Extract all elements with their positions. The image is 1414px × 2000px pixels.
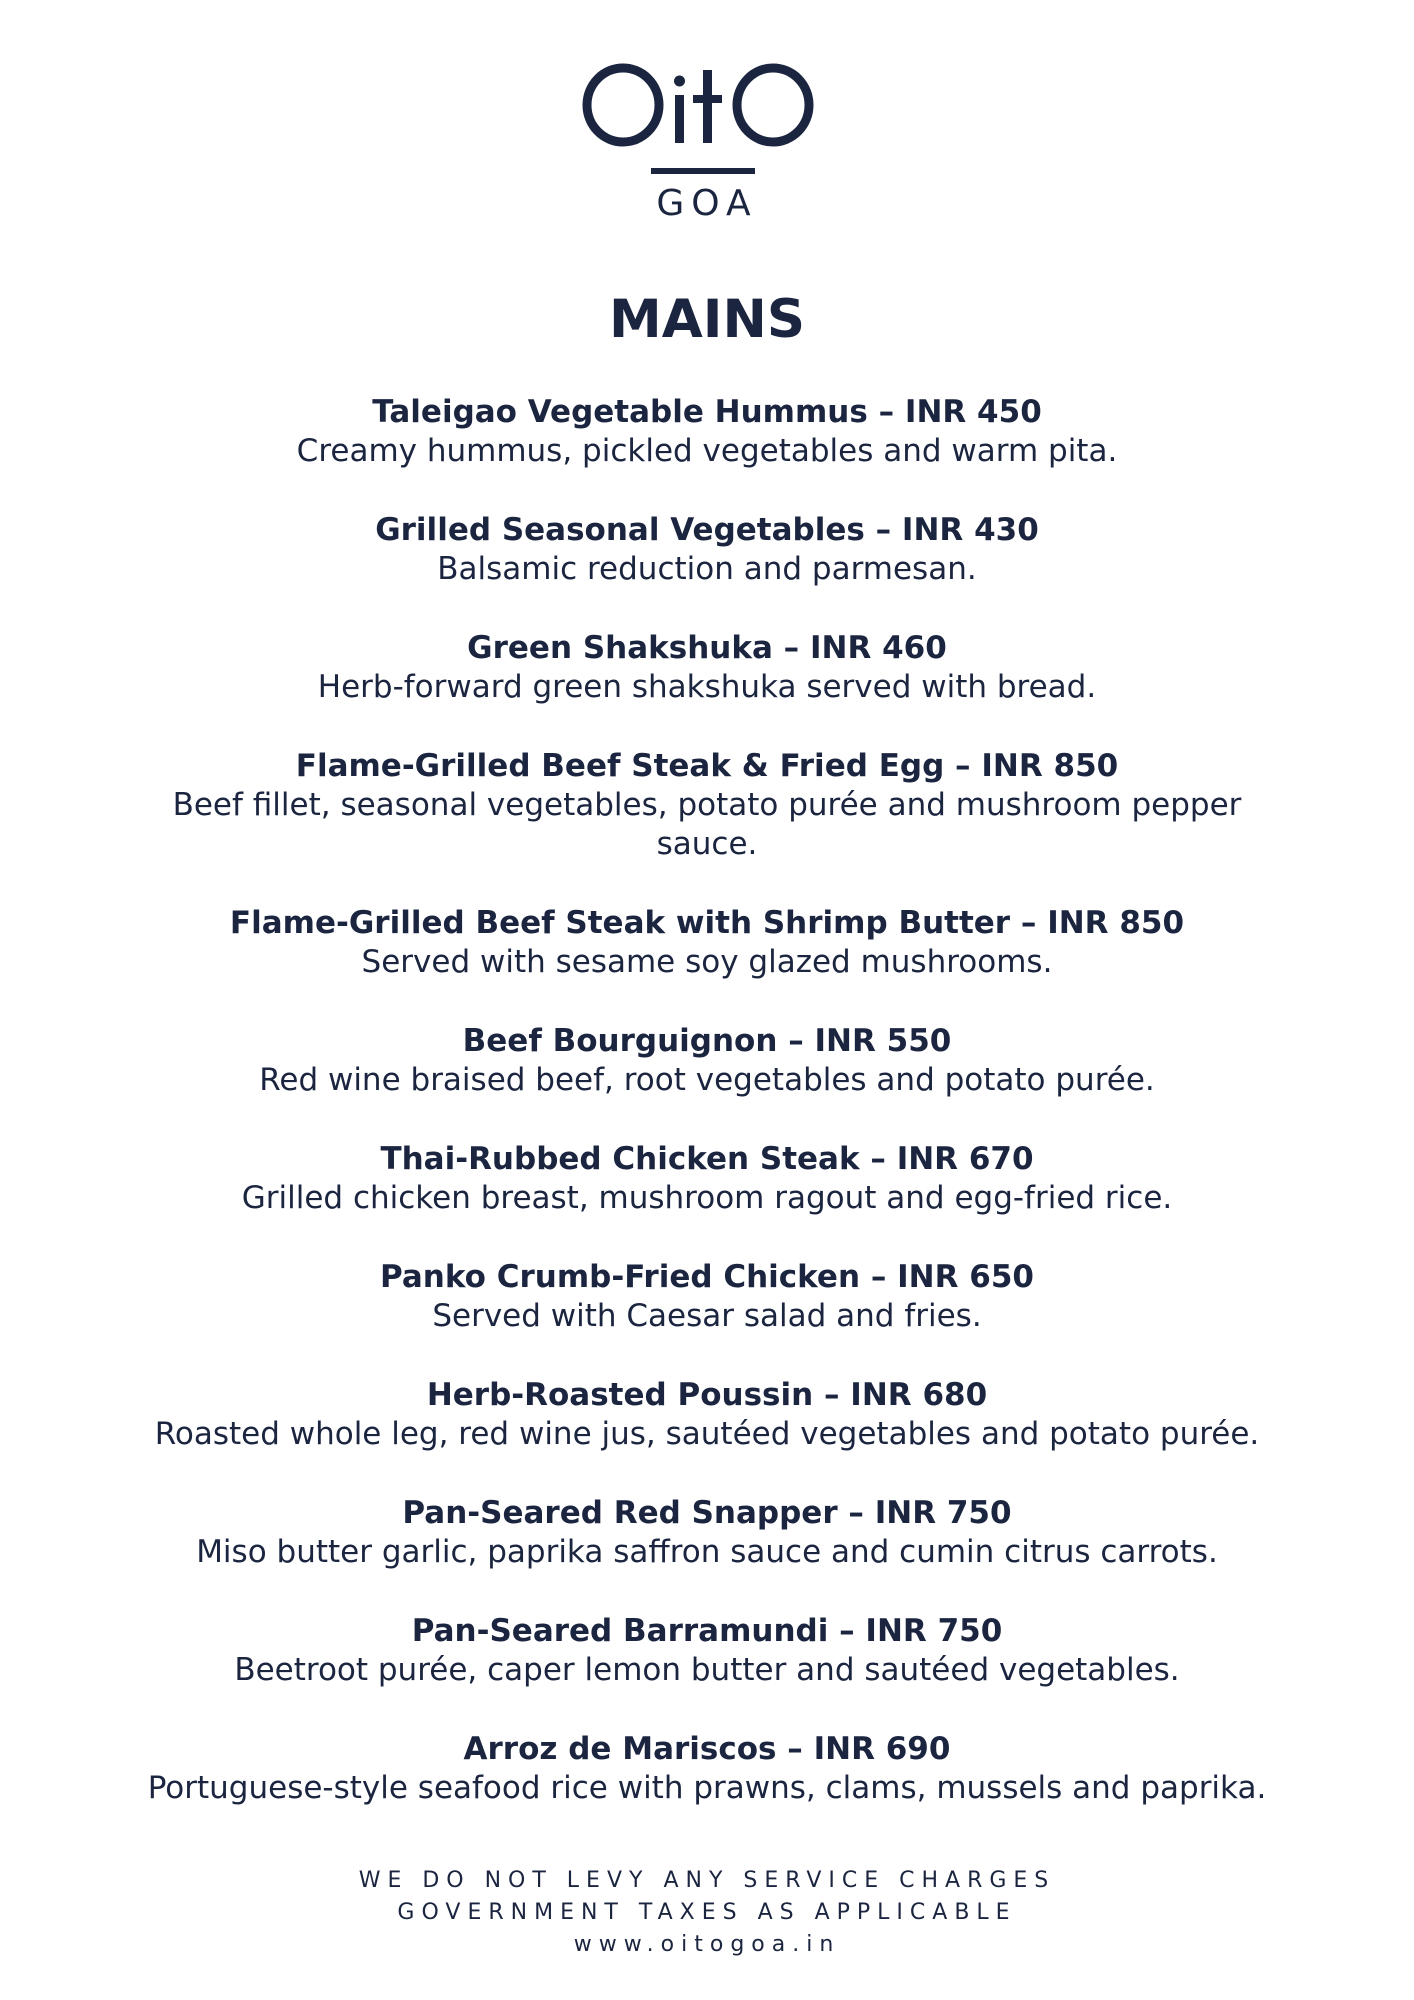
menu-item [120,746,1294,864]
brand-logo [0,55,1414,235]
menu-item-separator: – [1010,905,1048,941]
menu-item-price: INR 850 [981,748,1119,784]
menu-item-price: INR 850 [1047,905,1185,941]
menu-item-heading [120,628,1294,668]
menu-item-name: Panko Crumb-Fried Chicken [380,1259,861,1295]
menu-list [120,392,1294,1847]
menu-item-description: Portuguese-style seafood rice with prawns, clams, mussels and paprika. [147,1770,1267,1806]
menu-item-price: INR 460 [809,630,947,666]
footer-tax-note: GOVERNMENT TAXES AS APPLICABLE [397,1900,1017,1925]
menu-item-description: Served with Caesar salad and fries. [432,1298,982,1334]
menu-item-price: INR 450 [904,394,1042,430]
menu-item-description: Beef fillet, seasonal vegetables, potato purée and mushroom pepper sauce. [172,787,1242,862]
menu-item [120,1021,1294,1100]
menu-item-name: Thai-Rubbed Chicken Steak [380,1141,860,1177]
menu-item-name: Herb-Roasted Poussin [426,1377,814,1413]
menu-item-heading [120,510,1294,550]
menu-item-heading [120,746,1294,786]
menu-item-description: Herb-forward green shakshuka served with bread. [317,669,1097,705]
menu-item-name: Pan-Seared Red Snapper [402,1495,838,1531]
footer [0,1865,1414,1961]
menu-item-price: INR 550 [814,1023,952,1059]
logo-location-text: GOA [656,183,758,224]
menu-item-separator: – [837,1495,875,1531]
menu-item-price: INR 670 [896,1141,1034,1177]
menu-item-separator: – [860,1259,898,1295]
menu-item [120,510,1294,589]
menu-item-name: Flame-Grilled Beef Steak with Shrimp Butter [229,905,1011,941]
menu-item-separator: – [867,394,905,430]
menu-item-heading [120,392,1294,432]
menu-item [120,903,1294,982]
menu-item-price: INR 430 [901,512,1039,548]
menu-item-description: Grilled chicken breast, mushroom ragout and egg-fried rice. [241,1180,1173,1216]
menu-item-name: Taleigao Vegetable Hummus [372,394,868,430]
menu-item-heading [120,1257,1294,1297]
menu-item [120,1139,1294,1218]
menu-item-heading [120,1611,1294,1651]
menu-item-name: Grilled Seasonal Vegetables [375,512,865,548]
menu-item-separator: – [944,748,982,784]
menu-item-heading [120,1021,1294,1061]
menu-item-name: Pan-Seared Barramundi [411,1613,829,1649]
footer-website: www.oitogoa.in [573,1932,841,1957]
menu-item [120,1493,1294,1572]
menu-item-separator: – [813,1377,851,1413]
menu-item-separator: – [864,512,902,548]
footer-service-note: WE DO NOT LEVY ANY SERVICE CHARGES [358,1868,1056,1893]
menu-item [120,392,1294,471]
menu-item-description: Red wine braised beef, root vegetables and potato purée. [259,1062,1155,1098]
menu-item [120,628,1294,707]
menu-item [120,1611,1294,1690]
menu-item-name: Flame-Grilled Beef Steak & Fried Egg [295,748,945,784]
menu-item-description: Balsamic reduction and parmesan. [437,551,977,587]
menu-item-separator: – [859,1141,897,1177]
menu-item-name: Green Shakshuka [467,630,773,666]
menu-item-description: Beetroot purée, caper lemon butter and sautéed vegetables. [234,1652,1180,1688]
menu-item-separator: – [828,1613,866,1649]
menu-item [120,1729,1294,1808]
section-title: MAINS [608,289,805,350]
menu-item-description: Roasted whole leg, red wine jus, sautéed vegetables and potato purée. [154,1416,1260,1452]
menu-item-price: INR 750 [865,1613,1003,1649]
menu-item-separator: – [776,1731,814,1767]
menu-item-description: Creamy hummus, pickled vegetables and warm pita. [296,433,1118,469]
menu-item-separator: – [772,630,810,666]
menu-item-heading [120,1139,1294,1179]
oito-goa-logo [577,55,837,225]
menu-item-heading [120,1493,1294,1533]
menu-item [120,1375,1294,1454]
menu-item-heading [120,1375,1294,1415]
menu-item-name: Beef Bourguignon [462,1023,778,1059]
menu-item-price: INR 650 [897,1259,1034,1295]
menu-item-price: INR 690 [813,1731,951,1767]
menu-item-name: Arroz de Mariscos [463,1731,777,1767]
menu-item-price: INR 680 [850,1377,988,1413]
menu-item-price: INR 750 [874,1495,1012,1531]
menu-item-description: Served with sesame soy glazed mushrooms. [361,944,1053,980]
menu-item [120,1257,1294,1336]
menu-item-separator: – [777,1023,815,1059]
menu-item-heading [120,1729,1294,1769]
menu-item-heading [120,903,1294,943]
menu-item-description: Miso butter garlic, paprika saffron sauce and cumin citrus carrots. [196,1534,1218,1570]
